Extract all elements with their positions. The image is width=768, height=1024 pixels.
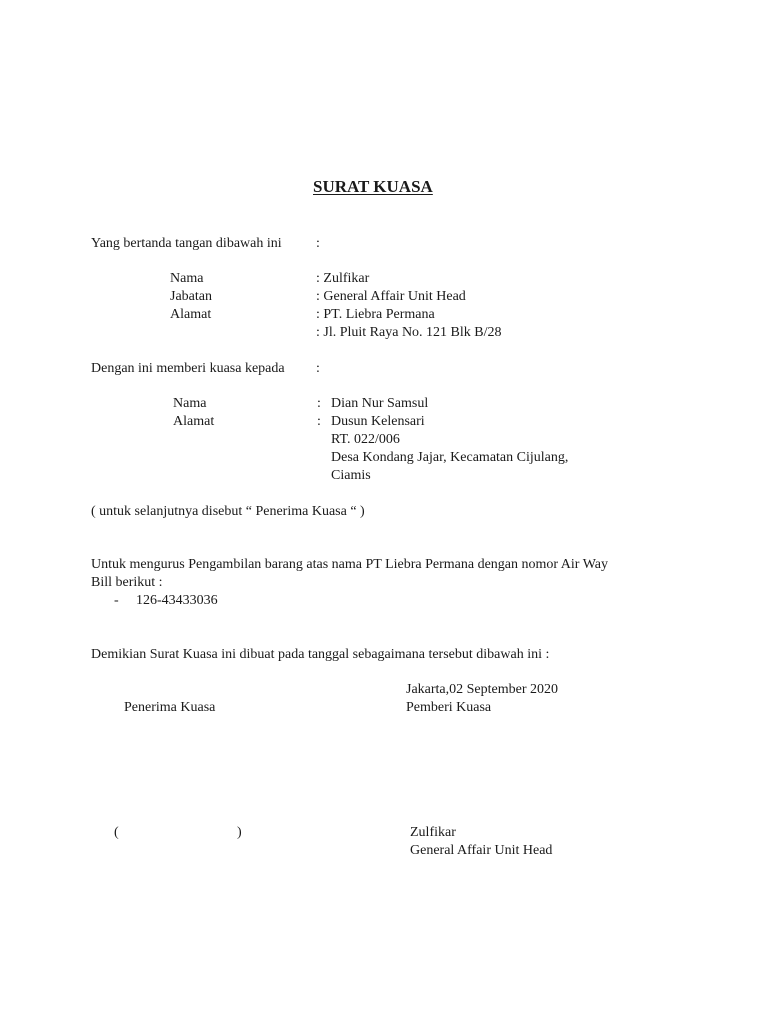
grantee-address-colon: : [317, 414, 321, 429]
grantor-name-label: Nama [170, 271, 204, 286]
awb-bullet: - [114, 593, 119, 608]
grantor-position-value: : General Affair Unit Head [316, 289, 466, 304]
grantor-signature-position: General Affair Unit Head [410, 843, 553, 858]
awb-number: 126-43433036 [136, 593, 218, 608]
grantee-name-label: Nama [173, 396, 207, 411]
grantor-address-label: Alamat [170, 307, 212, 322]
purpose-line-2: Bill berikut : [91, 575, 163, 590]
grantee-address-label: Alamat [173, 414, 215, 429]
grantor-signature-label: Pemberi Kuasa [406, 700, 492, 715]
grantee-intro-label: Dengan ini memberi kuasa kepada [91, 361, 285, 376]
recipient-signature-close-paren: ) [237, 825, 242, 840]
grantor-intro-label: Yang bertanda tangan dibawah ini [91, 236, 282, 251]
grantee-address-line-4: Ciamis [331, 468, 371, 483]
grantor-name-value: : Zulfikar [316, 271, 370, 286]
grantor-address-line-1: : PT. Liebra Permana [316, 307, 435, 322]
purpose-line-1: Untuk mengurus Pengambilan barang atas nama PT Liebra Permana dengan nomor Air Way [91, 557, 609, 572]
grantee-address-line-2: RT. 022/006 [331, 432, 400, 447]
grantee-name-value: Dian Nur Samsul [331, 396, 429, 411]
grantor-intro-colon: : [316, 236, 320, 251]
document-title: SURAT KUASA [313, 177, 433, 196]
grantor-address-line-2: : Jl. Pluit Raya No. 121 Blk B/28 [316, 325, 502, 340]
recipient-signature-open-paren: ( [114, 825, 119, 840]
grantor-signature-name: Zulfikar [410, 825, 456, 840]
closing-statement: Demikian Surat Kuasa ini dibuat pada tanggal sebagaimana tersebut dibawah ini : [91, 647, 550, 662]
recipient-note: ( untuk selanjutnya disebut “ Penerima Kuasa “ ) [91, 504, 365, 519]
grantee-intro-colon: : [316, 361, 320, 376]
grantor-position-label: Jabatan [170, 289, 212, 304]
recipient-signature-label: Penerima Kuasa [124, 700, 216, 715]
grantee-address-line-3: Desa Kondang Jajar, Kecamatan Cijulang, [331, 450, 569, 465]
place-date: Jakarta,02 September 2020 [406, 682, 559, 697]
grantee-name-colon: : [317, 396, 321, 411]
grantee-address-line-1: Dusun Kelensari [331, 414, 425, 429]
